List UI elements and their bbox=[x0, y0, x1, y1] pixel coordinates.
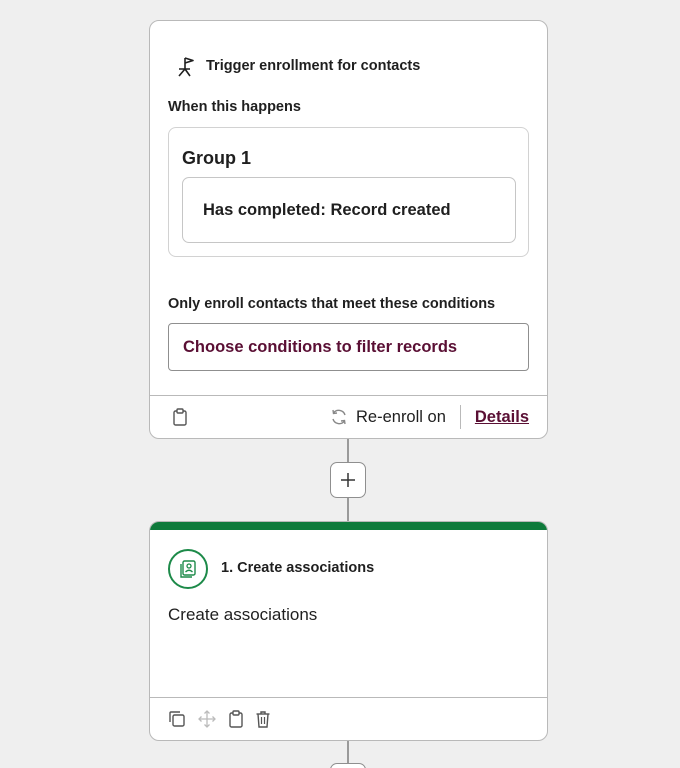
clipboard-icon[interactable] bbox=[172, 408, 188, 426]
refresh-icon bbox=[330, 408, 348, 426]
footer-divider bbox=[460, 405, 461, 429]
trigger-card[interactable] bbox=[149, 20, 548, 439]
add-action-button[interactable] bbox=[330, 462, 366, 498]
trigger-event[interactable]: Has completed: Record created bbox=[182, 177, 516, 243]
connector-line bbox=[347, 439, 349, 463]
when-this-happens-label: When this happens bbox=[168, 99, 301, 115]
add-action-button[interactable] bbox=[330, 763, 366, 768]
plus-icon bbox=[340, 472, 356, 488]
connector-line bbox=[347, 498, 349, 522]
action-icon-badge bbox=[168, 549, 208, 589]
trash-icon[interactable] bbox=[255, 710, 271, 728]
move-icon[interactable] bbox=[197, 709, 217, 729]
trigger-footer bbox=[150, 395, 547, 438]
clipboard-icon[interactable] bbox=[228, 710, 244, 728]
group-title: Group 1 bbox=[182, 148, 252, 168]
action-description: Create associations bbox=[168, 605, 318, 624]
action-card[interactable] bbox=[149, 521, 548, 741]
reenroll-status: Re-enroll on bbox=[356, 407, 446, 426]
trigger-header bbox=[176, 55, 420, 77]
reenroll-group bbox=[330, 396, 529, 438]
trigger-title: Trigger enrollment for contacts bbox=[206, 58, 421, 74]
action-color-bar bbox=[150, 522, 547, 530]
condition-group bbox=[168, 127, 529, 257]
details-link[interactable]: Details bbox=[474, 407, 529, 426]
choose-conditions-button[interactable]: Choose conditions to filter records bbox=[168, 323, 529, 371]
flag-icon bbox=[176, 55, 196, 77]
action-footer bbox=[150, 697, 547, 740]
contact-record-icon bbox=[178, 559, 198, 579]
action-title: 1. Create associations bbox=[221, 560, 375, 576]
enroll-conditions-label: Only enroll contacts that meet these conditions bbox=[168, 296, 496, 312]
copy-icon[interactable] bbox=[168, 710, 186, 728]
